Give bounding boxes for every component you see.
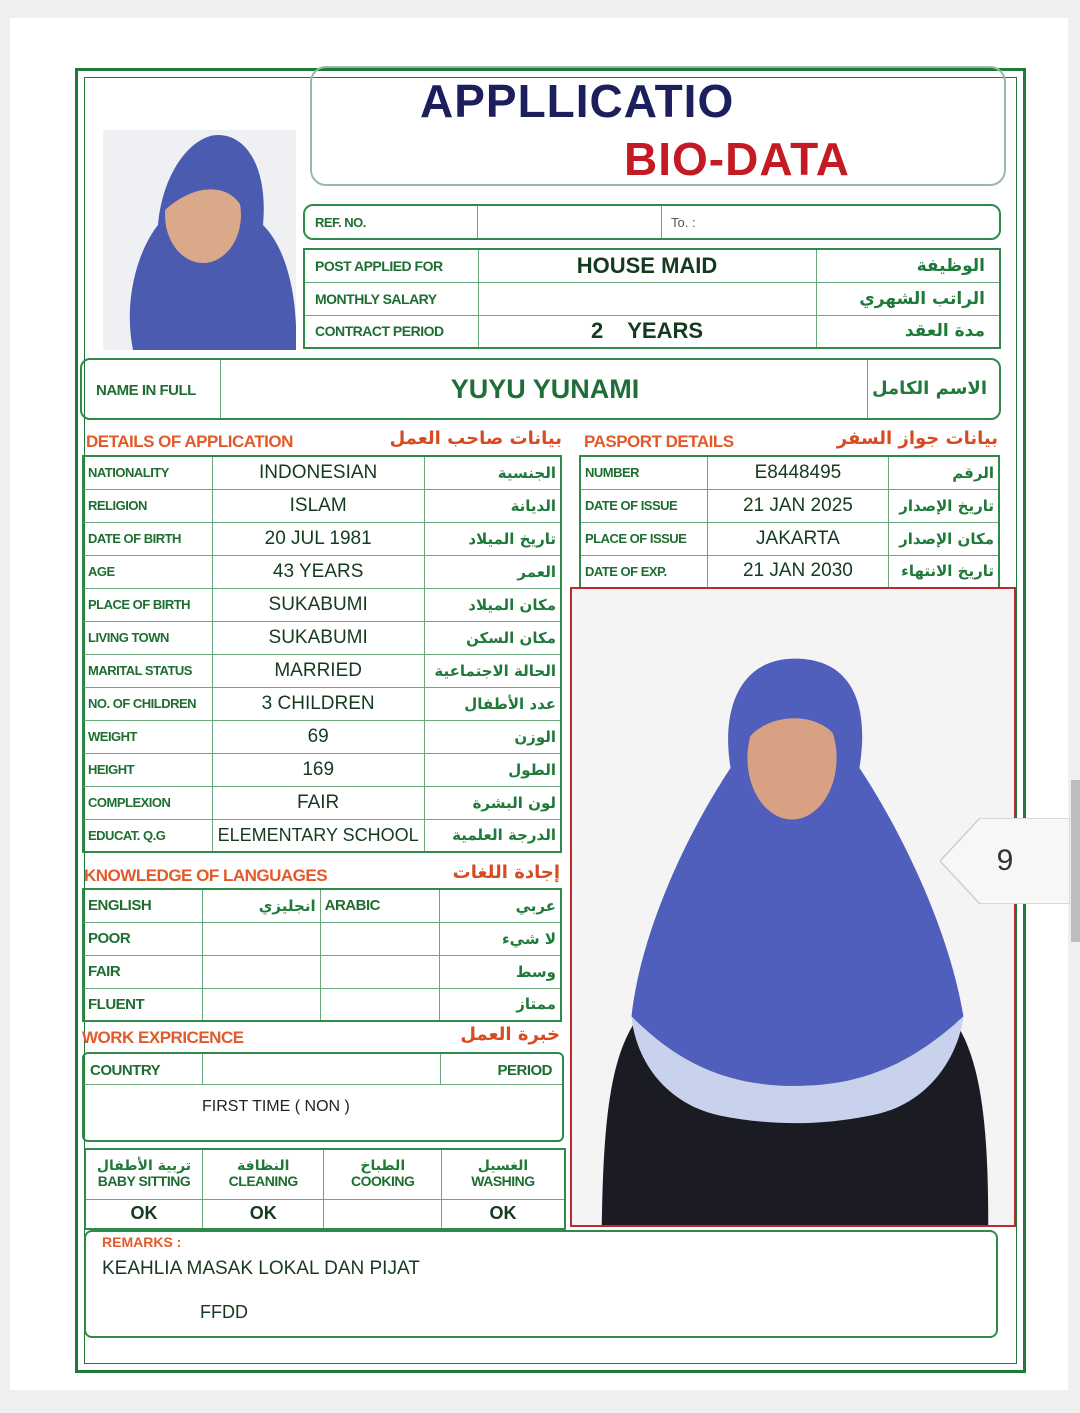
english-arabic: انجليزي: [203, 889, 321, 922]
language-level-arabic: لا شيء: [440, 922, 561, 955]
name-label: NAME IN FULL: [96, 382, 196, 399]
english-level-cell[interactable]: [203, 988, 321, 1021]
work-box: [82, 1052, 564, 1142]
details-value: ISLAM: [212, 489, 424, 522]
work-entry: FIRST TIME ( NON ): [202, 1098, 350, 1115]
arabic-lang-arabic: عربي: [440, 889, 561, 922]
post-arabic: مدة العقد: [816, 315, 1000, 348]
post-table: [303, 248, 1001, 349]
work-heading: WORK EXPRICENCE: [82, 1028, 244, 1047]
english-level-cell[interactable]: [203, 955, 321, 988]
details-heading: DETAILS OF APPLICATION: [86, 432, 293, 451]
skill-label: WASHING: [471, 1173, 535, 1190]
arabic-level-cell[interactable]: [320, 955, 440, 988]
passport-value: E8448495: [707, 456, 888, 489]
title-biodata: BIO-DATA: [624, 133, 851, 185]
remarks-line-1: KEAHLIA MASAK LOKAL DAN PIJAT: [102, 1258, 420, 1279]
details-row: [83, 621, 561, 654]
passport-arabic: الرقم: [888, 456, 999, 489]
name-arabic: الاسم الكامل: [871, 378, 987, 399]
passport-label: DATE OF ISSUE: [580, 489, 707, 522]
skill-label: COOKING: [351, 1173, 415, 1190]
skill-label: BABY SITTING: [97, 1173, 191, 1190]
skills-value-row: [85, 1199, 565, 1229]
skill-label: CLEANING: [228, 1173, 298, 1190]
details-label: AGE: [83, 555, 212, 588]
details-label: LIVING TOWN: [83, 621, 212, 654]
details-row: [83, 819, 561, 852]
details-table: [82, 455, 562, 853]
skill-arabic: الطباخ: [360, 1157, 406, 1174]
title-box: [310, 66, 1006, 186]
details-value: SUKABUMI: [212, 621, 424, 654]
post-arabic: الوظيفة: [816, 249, 1000, 282]
post-value: [478, 282, 816, 315]
language-level-arabic: ممتاز: [440, 988, 561, 1021]
details-row: [83, 786, 561, 819]
country-label: COUNTRY: [90, 1062, 161, 1079]
details-label: COMPLEXION: [83, 786, 212, 819]
details-value: INDONESIAN: [212, 456, 424, 489]
language-level-row: [83, 955, 561, 988]
remarks-line-2: FFDD: [200, 1302, 248, 1322]
details-row: [83, 522, 561, 555]
ref-no-value[interactable]: [479, 206, 659, 238]
skill-value: OK: [442, 1199, 566, 1229]
details-arabic: الوزن: [424, 720, 561, 753]
ref-box: [303, 204, 1001, 240]
skill-value: OK: [85, 1199, 202, 1229]
languages-table: [82, 888, 562, 1022]
details-arabic: مكان الميلاد: [424, 588, 561, 621]
skills-table: [84, 1148, 566, 1230]
passport-row: [580, 489, 999, 522]
details-label: DATE OF BIRTH: [83, 522, 212, 555]
ref-no-label: REF. NO.: [315, 215, 366, 230]
language-level-label: FLUENT: [83, 988, 203, 1021]
skills-header-row: [85, 1149, 565, 1199]
details-label: MARITAL STATUS: [83, 654, 212, 687]
post-arabic: الراتب الشهري: [816, 282, 1000, 315]
remarks-label: REMARKS :: [102, 1234, 182, 1250]
remarks-box: [84, 1230, 998, 1338]
details-arabic: العمر: [424, 555, 561, 588]
skill-header: [85, 1149, 202, 1199]
passport-value: JAKARTA: [707, 522, 888, 555]
details-arabic: الديانة: [424, 489, 561, 522]
details-value: 43 YEARS: [212, 555, 424, 588]
details-arabic: الجنسية: [424, 456, 561, 489]
details-row: [83, 588, 561, 621]
skill-arabic: تربية الأطفال: [96, 1157, 192, 1174]
skill-arabic: النظافة: [237, 1157, 290, 1174]
details-value: FAIR: [212, 786, 424, 819]
details-arabic: الطول: [424, 753, 561, 786]
title-applicatio: APPLLICATIO: [420, 75, 735, 127]
english-label: ENGLISH: [83, 889, 203, 922]
scrollbar-thumb[interactable]: [1071, 780, 1080, 942]
details-arabic: مكان السكن: [424, 621, 561, 654]
skill-value: OK: [202, 1199, 324, 1229]
skill-header: [202, 1149, 324, 1199]
post-row: [304, 249, 1000, 282]
skill-arabic: الغسيل: [477, 1157, 529, 1174]
arabic-lang-label: ARABIC: [320, 889, 440, 922]
details-label: WEIGHT: [83, 720, 212, 753]
details-row: [83, 720, 561, 753]
language-level-arabic: وسط: [440, 955, 561, 988]
details-label: PLACE OF BIRTH: [83, 588, 212, 621]
details-arabic: الحالة الاجتماعية: [424, 654, 561, 687]
skill-header: [442, 1149, 566, 1199]
passport-heading: PASPORT DETAILS: [584, 432, 734, 451]
details-label: RELIGION: [83, 489, 212, 522]
passport-row: [580, 522, 999, 555]
passport-table: [579, 455, 1000, 589]
details-value: 20 JUL 1981: [212, 522, 424, 555]
passport-row: [580, 555, 999, 588]
passport-value: 21 JAN 2030: [707, 555, 888, 588]
skill-header: [324, 1149, 442, 1199]
details-arabic: عدد الأطفال: [424, 687, 561, 720]
details-heading-arabic: بيانات صاحب العمل: [389, 428, 562, 449]
language-level-row: [83, 988, 561, 1021]
post-row: [304, 315, 1000, 348]
passport-arabic: مكان الإصدار: [888, 522, 999, 555]
details-row: [83, 687, 561, 720]
details-value: 3 CHILDREN: [212, 687, 424, 720]
details-value: 169: [212, 753, 424, 786]
details-row: [83, 456, 561, 489]
details-row: [83, 654, 561, 687]
work-heading-arabic: خبرة العمل: [460, 1024, 560, 1045]
post-label: POST APPLIED FOR: [304, 249, 478, 282]
details-arabic: لون البشرة: [424, 786, 561, 819]
languages-heading-arabic: إجادة اللغات: [452, 862, 560, 883]
language-level-label: FAIR: [83, 955, 203, 988]
passport-row: [580, 456, 999, 489]
details-arabic: الدرجة العلمية: [424, 819, 561, 852]
details-row: [83, 555, 561, 588]
english-level-cell[interactable]: [203, 922, 321, 955]
passport-label: DATE OF EXP.: [580, 555, 707, 588]
languages-heading: KNOWLEDGE OF LANGUAGES: [84, 866, 328, 885]
passport-label: NUMBER: [580, 456, 707, 489]
arabic-level-cell[interactable]: [320, 922, 440, 955]
post-value: HOUSE MAID: [478, 249, 816, 282]
details-label: EDUCAT. Q.G: [83, 819, 212, 852]
full-name: YUYU YUNAMI: [450, 374, 640, 404]
period-label: PERIOD: [497, 1062, 552, 1079]
details-label: NO. OF CHILDREN: [83, 687, 212, 720]
arabic-level-cell[interactable]: [320, 988, 440, 1021]
passport-arabic: تاريخ الانتهاء: [888, 555, 999, 588]
details-value: 69: [212, 720, 424, 753]
details-label: HEIGHT: [83, 753, 212, 786]
details-arabic: تاريخ الميلاد: [424, 522, 561, 555]
page-indicator[interactable]: [940, 818, 1070, 904]
post-row: [304, 282, 1000, 315]
details-value: SUKABUMI: [212, 588, 424, 621]
details-value: MARRIED: [212, 654, 424, 687]
applicant-photo-large: [570, 587, 1016, 1227]
passport-heading-arabic: بيانات جواز السفر: [836, 428, 998, 449]
post-value: 2 YEARS: [478, 315, 816, 348]
language-level-label: POOR: [83, 922, 203, 955]
details-label: NATIONALITY: [83, 456, 212, 489]
skill-value: [324, 1199, 442, 1229]
post-label: MONTHLY SALARY: [304, 282, 478, 315]
page-number: 9: [996, 844, 1014, 877]
details-row: [83, 753, 561, 786]
to-label: To. :: [671, 215, 696, 230]
language-level-row: [83, 922, 561, 955]
passport-label: PLACE OF ISSUE: [580, 522, 707, 555]
applicant-photo-small: [103, 130, 296, 350]
passport-value: 21 JAN 2025: [707, 489, 888, 522]
name-box: [80, 358, 1001, 420]
post-label: CONTRACT PERIOD: [304, 315, 478, 348]
details-row: [83, 489, 561, 522]
details-value: ELEMENTARY SCHOOL: [212, 819, 424, 852]
passport-arabic: تاريخ الإصدار: [888, 489, 999, 522]
